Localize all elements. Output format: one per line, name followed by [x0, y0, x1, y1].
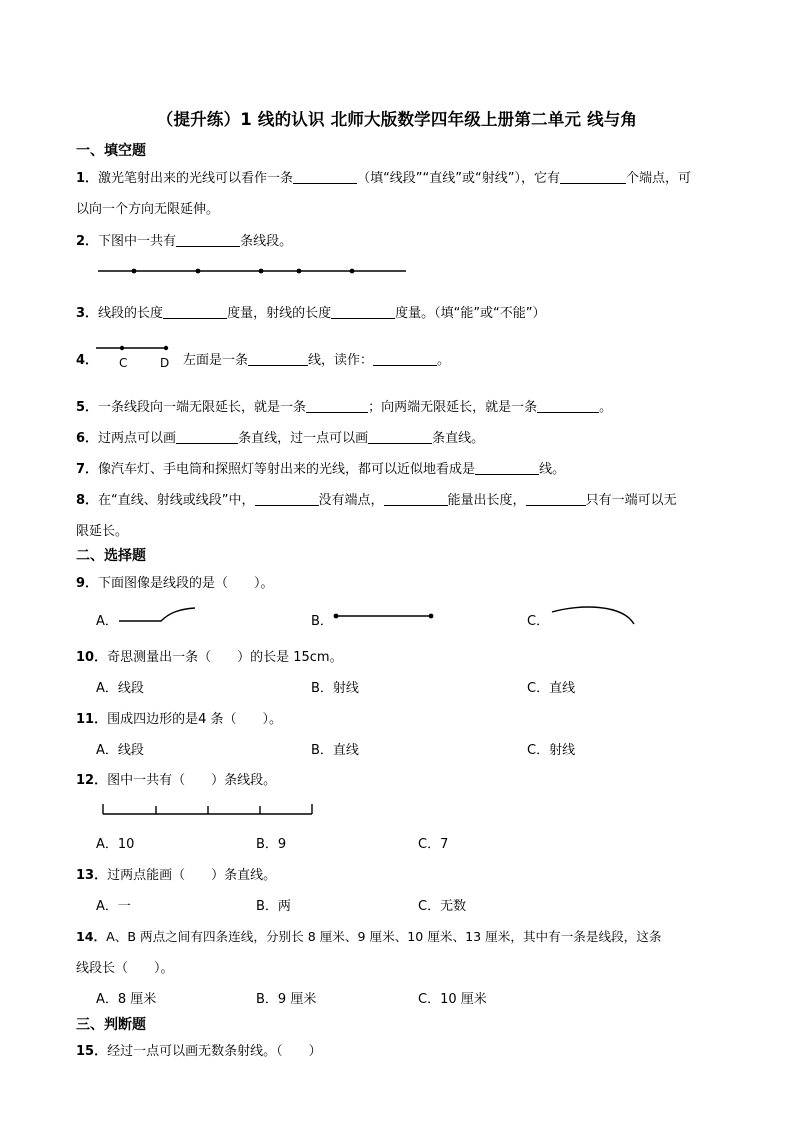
option-a[interactable]: A．线段: [96, 743, 144, 758]
section-judge-heading: 三、判断题: [76, 1017, 146, 1033]
question-3: 3．线段的长度 度量，射线的长度 度量。（填“能”或“不能”）: [76, 306, 546, 321]
question-14-line-1: 14．A、B 两点之间有四条连线，分别长 8 厘米、9 厘米、10 厘米、13 厘米，其中有一条是线段，这条: [76, 929, 662, 944]
question-9: 9．下面图像是线段的是（ ）。: [76, 576, 274, 591]
question-13: 13．过两点能画（ ）条直线。: [76, 868, 277, 883]
option-a[interactable]: A．: [96, 614, 118, 629]
answer-blank[interactable]: [560, 170, 626, 184]
question-10: 10．奇思测量出一条（ ）的长是 15cm。: [76, 650, 343, 665]
question-11: 11．围成四边形的是4 条（ ）。: [76, 712, 282, 727]
question-8-line-2: 限延长。: [76, 524, 129, 539]
option-b[interactable]: B．射线: [311, 681, 359, 696]
segment-figure-b: [333, 610, 435, 622]
answer-blank[interactable]: [293, 170, 357, 184]
answer-blank[interactable]: [176, 233, 240, 247]
answer-blank[interactable]: [163, 305, 227, 319]
question-number: 6．: [76, 431, 99, 446]
option-c[interactable]: C．10 厘米: [418, 992, 487, 1007]
option-a[interactable]: A．10: [96, 837, 135, 852]
point-label-c: C: [119, 356, 128, 370]
option-b[interactable]: B．: [311, 614, 333, 629]
question-number: 7．: [76, 462, 99, 477]
answer-blank[interactable]: [384, 492, 448, 506]
option-a[interactable]: A．一: [96, 899, 131, 914]
option-a[interactable]: A．线段: [96, 681, 144, 696]
question-6: 6．过两点可以画 条直线，过一点可以画 条直线。: [76, 431, 485, 446]
section-choice-heading: 二、选择题: [76, 548, 146, 564]
answer-blank[interactable]: [248, 352, 308, 366]
question-1-line-1: 1．激光笔射出来的光线可以看作一条 （填“线段”“直线”或“射线”），它有 个端点，可: [76, 171, 691, 186]
question-number: 13．: [76, 868, 108, 883]
section-fill-heading: 一、填空题: [76, 143, 146, 159]
question-number: 5．: [76, 400, 99, 415]
question-8-line-1: 8．在“直线、射线或线段”中， 没有端点， 能量出长度， 只有一端可以无: [76, 493, 677, 508]
option-b[interactable]: B．两: [256, 899, 291, 914]
question-4-text: 左面是一条 线，读作： 。: [183, 353, 451, 368]
question-1-line-2: 以向一个方向无限延伸。: [76, 202, 220, 217]
question-number: 1．: [76, 171, 99, 186]
point-label-d: D: [160, 356, 170, 370]
question-4-number: 4．: [76, 353, 99, 368]
option-a[interactable]: A．8 厘米: [96, 992, 157, 1007]
option-c[interactable]: C．无数: [418, 899, 467, 914]
option-c[interactable]: C．: [527, 614, 550, 629]
answer-blank[interactable]: [368, 430, 432, 444]
question-number: 11．: [76, 712, 108, 727]
curve-figure-a: [117, 605, 197, 625]
option-c[interactable]: C．直线: [527, 681, 576, 696]
option-b[interactable]: B．9 厘米: [256, 992, 317, 1007]
answer-blank[interactable]: [176, 430, 238, 444]
question-number: 12．: [76, 773, 108, 788]
question-14-line-2: 线段长（ ）。: [76, 961, 174, 976]
question-7: 7．像汽车灯、手电筒和探照灯等射出来的光线，都可以近似地看成是 线。: [76, 462, 566, 477]
answer-blank[interactable]: [526, 492, 586, 506]
question-number: 14．: [76, 929, 107, 944]
segment-figure-q12: [100, 802, 316, 818]
option-b[interactable]: B．9: [256, 837, 287, 852]
arc-figure-c: [550, 604, 640, 628]
question-number: 10．: [76, 650, 108, 665]
answer-blank[interactable]: [331, 305, 395, 319]
question-5: 5．一条线段向一端无限延长，就是一条 ；向两端无限延长，就是一条 。: [76, 400, 613, 415]
answer-blank[interactable]: [537, 399, 599, 413]
option-c[interactable]: C．7: [418, 837, 449, 852]
segment-figure-q2: [96, 264, 408, 278]
page-title: （提升练）1 线的认识 北师大版数学四年级上册第二单元 线与角: [156, 110, 638, 129]
option-b[interactable]: B．直线: [311, 743, 359, 758]
question-12: 12．图中一共有（ ）条线段。: [76, 773, 277, 788]
question-15: 15．经过一点可以画无数条射线。（ ）: [76, 1044, 322, 1059]
question-number: 15．: [76, 1044, 108, 1059]
answer-blank[interactable]: [255, 492, 319, 506]
question-number: 8．: [76, 493, 99, 508]
option-c[interactable]: C．射线: [527, 743, 576, 758]
answer-blank[interactable]: [373, 352, 437, 366]
answer-blank[interactable]: [475, 461, 539, 475]
question-number: 3．: [76, 306, 99, 321]
answer-blank[interactable]: [306, 399, 368, 413]
question-2: 2．下图中一共有 条线段。: [76, 234, 293, 249]
question-number: 9．: [76, 576, 99, 591]
question-number: 2．: [76, 234, 99, 249]
